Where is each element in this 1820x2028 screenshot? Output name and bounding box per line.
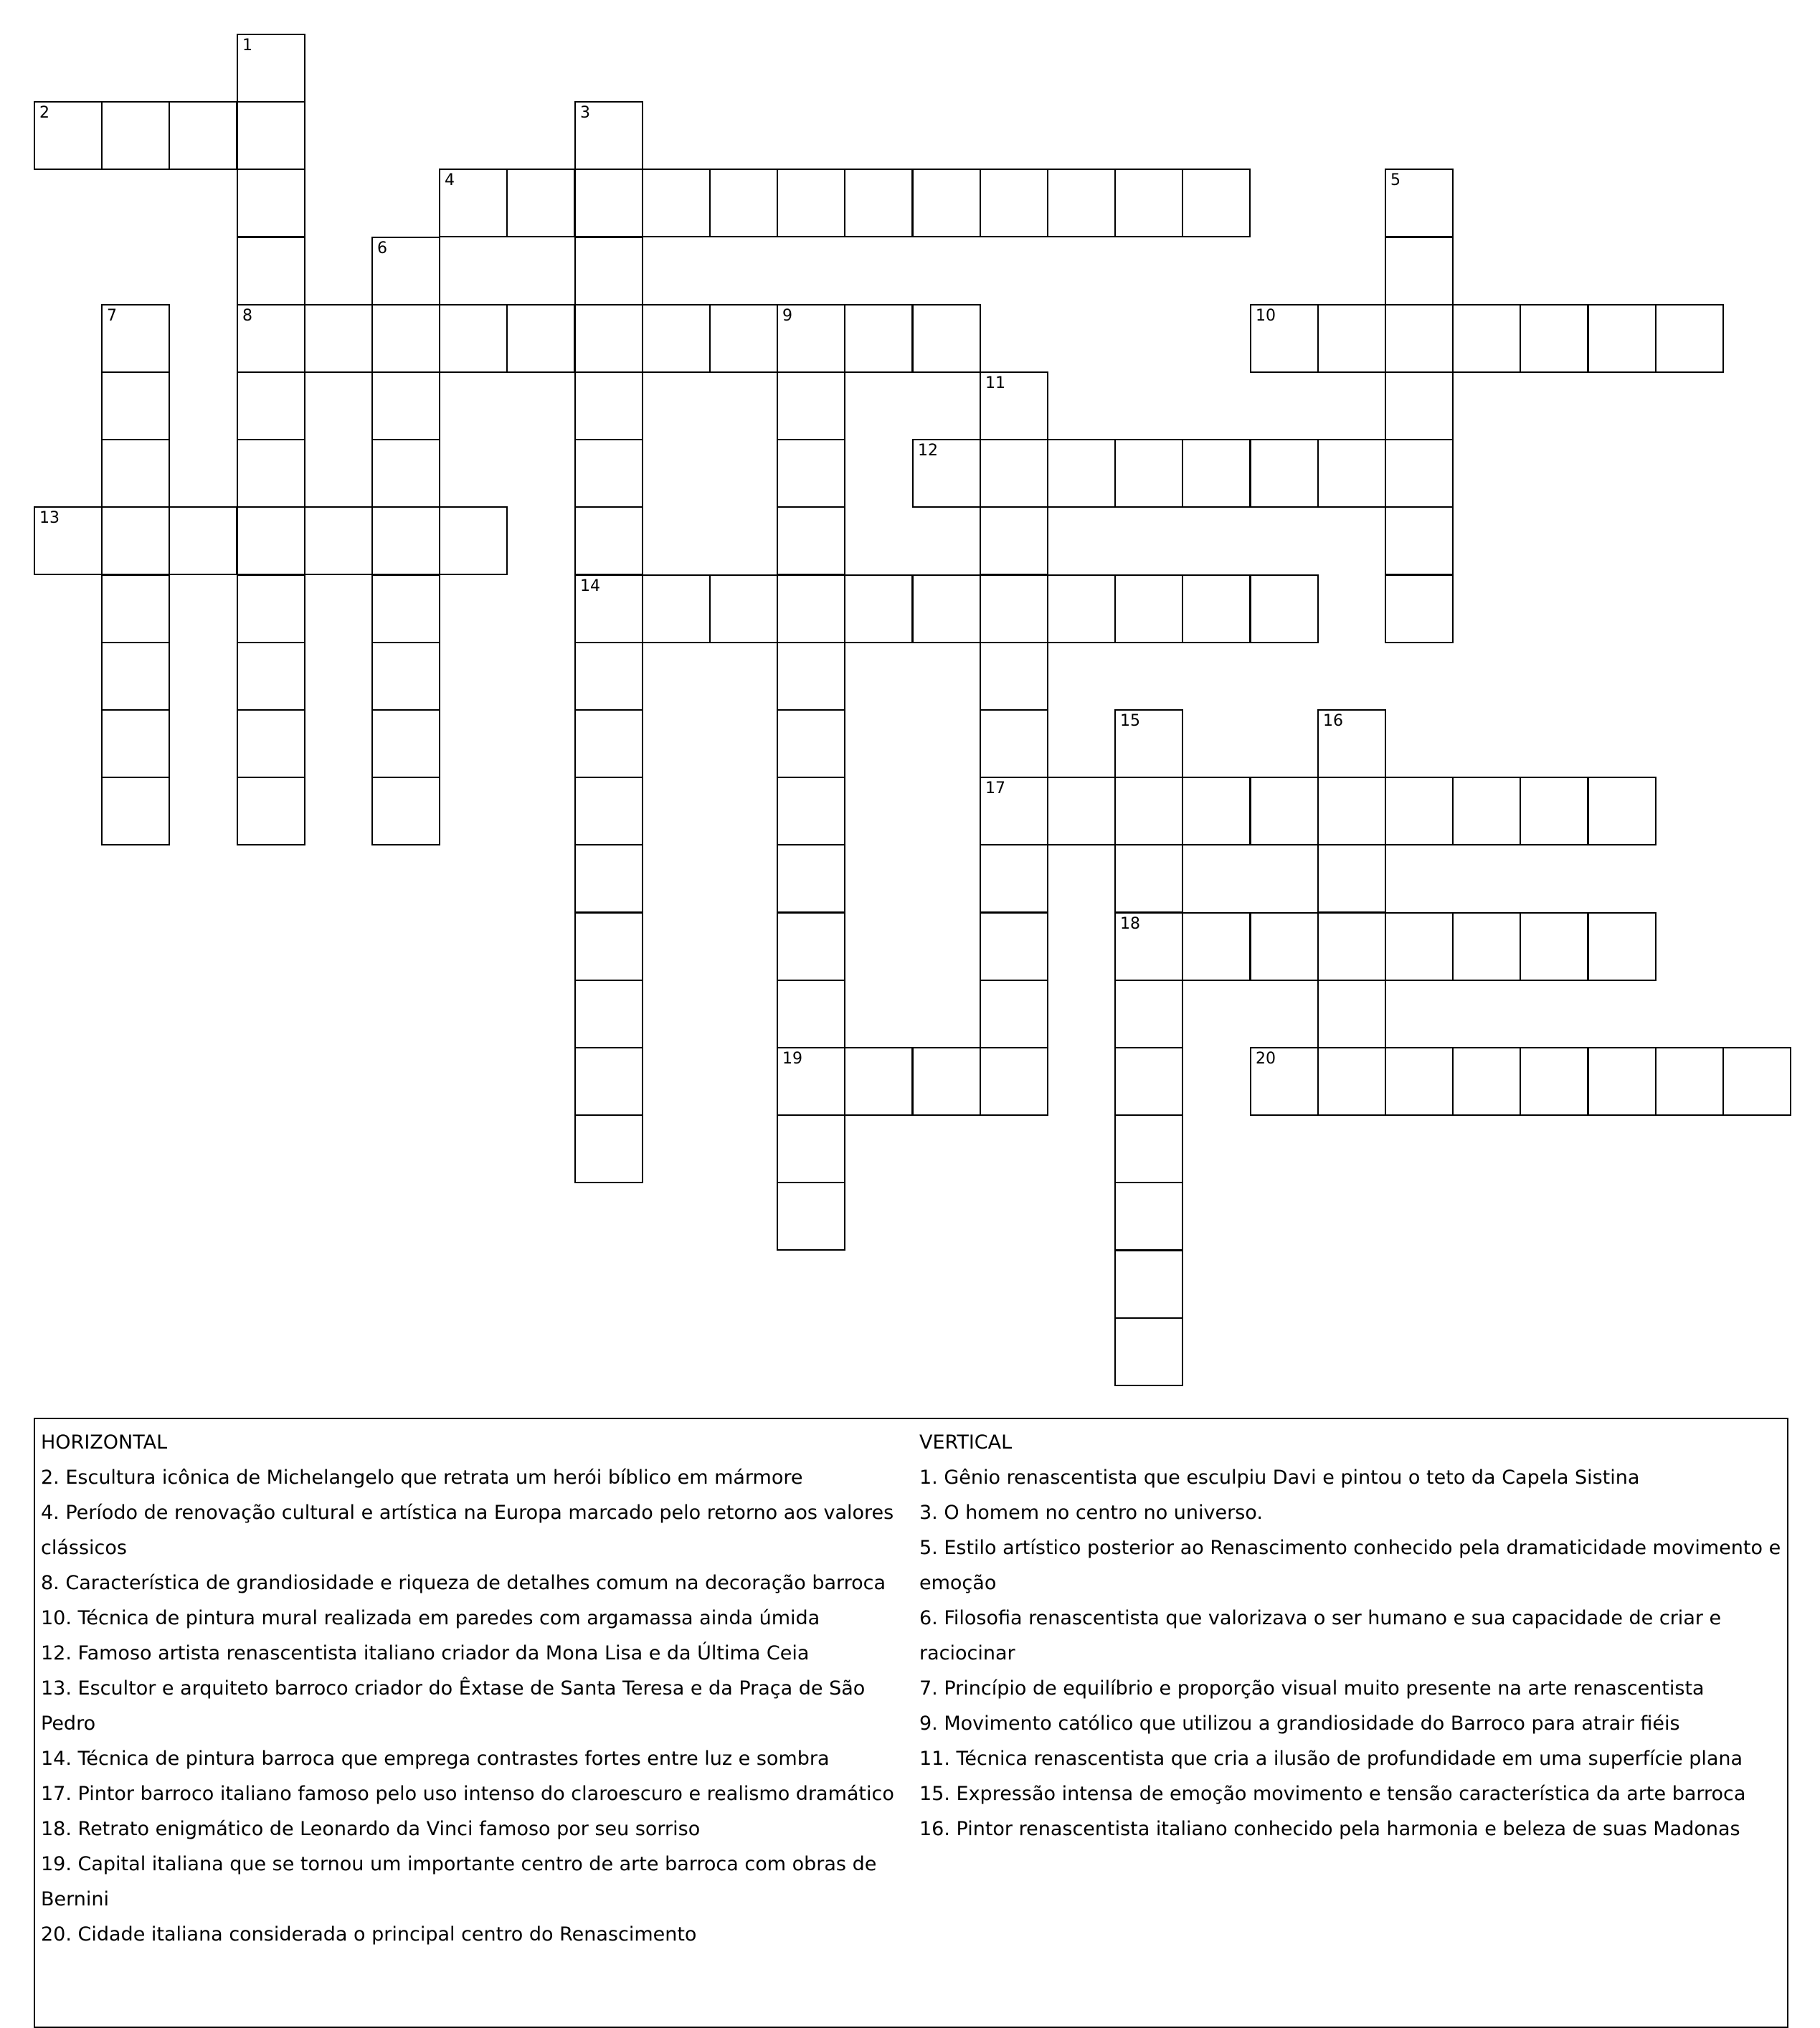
- grid-cell[interactable]: [574, 980, 643, 1048]
- clue-line: 14. Técnica de pintura barroca que emprega contrastes fortes entre luz e sombra: [41, 1748, 830, 1770]
- grid-cell[interactable]: [777, 980, 845, 1048]
- grid-cell[interactable]: [777, 844, 845, 913]
- grid-cell[interactable]: [1520, 912, 1588, 981]
- clue-number: 17: [985, 780, 1005, 797]
- clue-number: 12: [918, 442, 938, 460]
- grid-cell[interactable]: [980, 439, 1048, 508]
- grid-cell[interactable]: [1317, 709, 1386, 778]
- grid-cell[interactable]: [1520, 304, 1588, 373]
- grid-cell[interactable]: [642, 169, 711, 237]
- grid-cell[interactable]: [1250, 439, 1319, 508]
- grid-cell[interactable]: [1452, 1047, 1521, 1116]
- grid-cell[interactable]: [1114, 1182, 1183, 1251]
- grid-cell[interactable]: [1114, 980, 1183, 1048]
- clue-line: 8. Característica de grandiosidade e riqueza de detalhes comum na decoração barroca: [41, 1572, 886, 1594]
- grid-cell[interactable]: [777, 1182, 845, 1251]
- grid-cell[interactable]: [574, 169, 643, 237]
- grid-cell[interactable]: [777, 439, 845, 508]
- grid-cell[interactable]: [777, 777, 845, 845]
- grid-cell[interactable]: [777, 304, 845, 373]
- grid-cell[interactable]: [1520, 1047, 1588, 1116]
- grid-cell[interactable]: [1317, 912, 1386, 981]
- grid-cell[interactable]: [574, 439, 643, 508]
- grid-cell[interactable]: [1385, 506, 1454, 575]
- grid-cell[interactable]: [237, 371, 305, 440]
- grid-cell[interactable]: [1250, 912, 1319, 981]
- clue-number: 10: [1256, 307, 1276, 325]
- clue-line: 9. Movimento católico que utilizou a grandiosidade do Barroco para atrair fiéis: [919, 1712, 1680, 1735]
- clue-number: 19: [782, 1050, 802, 1068]
- grid-cell[interactable]: [574, 844, 643, 913]
- grid-cell[interactable]: [1182, 439, 1251, 508]
- grid-cell[interactable]: [1520, 777, 1588, 845]
- clue-number: 1: [242, 37, 252, 55]
- grid-cell[interactable]: [574, 101, 643, 170]
- grid-cell[interactable]: [1317, 1047, 1386, 1116]
- grid-cell[interactable]: [101, 506, 170, 575]
- clue-number: 20: [1256, 1050, 1276, 1068]
- grid-cell[interactable]: [574, 642, 643, 711]
- grid-cell[interactable]: [1114, 1114, 1183, 1183]
- grid-cell[interactable]: [1452, 912, 1521, 981]
- grid-cell[interactable]: [101, 777, 170, 845]
- grid-cell[interactable]: [371, 439, 440, 508]
- grid-cell[interactable]: [1114, 1250, 1183, 1319]
- grid-cell[interactable]: [1114, 169, 1183, 237]
- grid-cell[interactable]: [1385, 237, 1454, 305]
- grid-cell[interactable]: [371, 574, 440, 643]
- grid-cell[interactable]: [912, 1047, 981, 1116]
- clue-number: 15: [1120, 712, 1140, 730]
- grid-cell[interactable]: [980, 844, 1048, 913]
- grid-cell[interactable]: [1317, 777, 1386, 845]
- grid-cell[interactable]: [101, 642, 170, 711]
- grid-cell[interactable]: [101, 371, 170, 440]
- clue-line: 2. Escultura icônica de Michelangelo que retrata um herói bíblico em mármore: [41, 1466, 803, 1489]
- grid-cell[interactable]: [1385, 1047, 1454, 1116]
- grid-cell[interactable]: [574, 506, 643, 575]
- grid-cell[interactable]: [101, 101, 170, 170]
- grid-cell[interactable]: [574, 1047, 643, 1116]
- grid-cell[interactable]: [1182, 574, 1251, 643]
- grid-cell[interactable]: [1182, 912, 1251, 981]
- grid-cell[interactable]: [237, 642, 305, 711]
- clue-line: 15. Expressão intensa de emoção movimento e tensão característica da arte barroca: [919, 1783, 1746, 1805]
- grid-cell[interactable]: [777, 371, 845, 440]
- grid-cell[interactable]: [1047, 574, 1116, 643]
- grid-cell[interactable]: [980, 912, 1048, 981]
- grid-cell[interactable]: [709, 574, 778, 643]
- grid-cell[interactable]: [169, 101, 237, 170]
- grid-cell[interactable]: [777, 709, 845, 778]
- down-heading: VERTICAL: [919, 1431, 1013, 1454]
- grid-cell[interactable]: [101, 574, 170, 643]
- clue-number: 5: [1390, 171, 1400, 189]
- clue-line: 10. Técnica de pintura mural realizada em paredes com argamassa ainda úmida: [41, 1607, 820, 1629]
- grid-cell[interactable]: [1114, 574, 1183, 643]
- grid-cell[interactable]: [1655, 304, 1724, 373]
- grid-cell[interactable]: [574, 912, 643, 981]
- grid-cell[interactable]: [1114, 709, 1183, 778]
- grid-cell[interactable]: [304, 304, 373, 373]
- grid-cell[interactable]: [506, 304, 575, 373]
- grid-cell[interactable]: [237, 439, 305, 508]
- grid-cell[interactable]: [912, 574, 981, 643]
- grid-cell[interactable]: [1452, 304, 1521, 373]
- grid-cell[interactable]: [237, 101, 305, 170]
- clue-line: 4. Período de renovação cultural e artística na Europa marcado pelo retorno aos valores: [41, 1502, 894, 1524]
- clue-line: clássicos: [41, 1537, 127, 1559]
- grid-cell[interactable]: [844, 169, 913, 237]
- grid-cell[interactable]: [1250, 777, 1319, 845]
- grid-cell[interactable]: [237, 574, 305, 643]
- grid-cell[interactable]: [439, 506, 508, 575]
- clue-line: 19. Capital italiana que se tornou um importante centro de arte barroca com obras de: [41, 1853, 877, 1875]
- grid-cell[interactable]: [1047, 169, 1116, 237]
- grid-cell[interactable]: [1114, 844, 1183, 913]
- grid-cell[interactable]: [371, 777, 440, 845]
- grid-cell[interactable]: [642, 574, 711, 643]
- clue-line: 1. Gênio renascentista que esculpiu Davi e pintou o teto da Capela Sistina: [919, 1466, 1640, 1489]
- grid-cell[interactable]: [169, 506, 237, 575]
- grid-cell[interactable]: [1385, 439, 1454, 508]
- grid-cell[interactable]: [237, 777, 305, 845]
- grid-cell[interactable]: [1655, 1047, 1724, 1116]
- clue-number: 4: [445, 171, 455, 189]
- clue-number: 6: [377, 240, 387, 257]
- clue-number: 3: [580, 104, 590, 122]
- grid-cell[interactable]: [912, 439, 981, 508]
- grid-cell[interactable]: [1114, 1047, 1183, 1116]
- clue-line: raciocinar: [919, 1642, 1015, 1664]
- grid-cell[interactable]: [574, 709, 643, 778]
- grid-cell[interactable]: [980, 506, 1048, 575]
- grid-cell[interactable]: [1385, 169, 1454, 237]
- grid-cell[interactable]: [980, 777, 1048, 845]
- grid-cell[interactable]: [709, 169, 778, 237]
- grid-cell[interactable]: [1317, 439, 1386, 508]
- grid-cell[interactable]: [1385, 371, 1454, 440]
- clue-line: 12. Famoso artista renascentista italiano criador da Mona Lisa e da Última Ceia: [41, 1642, 810, 1664]
- grid-cell[interactable]: [777, 1114, 845, 1183]
- grid-cell[interactable]: [304, 506, 373, 575]
- clue-line: 13. Escultor e arquiteto barroco criador do Êxtase de Santa Teresa e da Praça de São: [41, 1677, 866, 1700]
- grid-cell[interactable]: [980, 574, 1048, 643]
- grid-cell[interactable]: [1250, 1047, 1319, 1116]
- grid-cell[interactable]: [642, 304, 711, 373]
- clue-number: 11: [985, 374, 1005, 392]
- grid-cell[interactable]: [777, 506, 845, 575]
- grid-cell[interactable]: [1588, 1047, 1657, 1116]
- clue-number: 2: [39, 104, 49, 122]
- grid-cell[interactable]: [101, 709, 170, 778]
- clues-panel: [34, 1418, 1788, 2028]
- grid-cell[interactable]: [574, 777, 643, 845]
- clue-line: 5. Estilo artístico posterior ao Renascimento conhecido pela dramaticidade movimento e: [919, 1537, 1781, 1559]
- grid-cell[interactable]: [1385, 777, 1454, 845]
- grid-cell[interactable]: [1588, 912, 1657, 981]
- grid-cell[interactable]: [980, 1047, 1048, 1116]
- grid-cell[interactable]: [777, 912, 845, 981]
- grid-cell[interactable]: [1317, 980, 1386, 1048]
- clue-line: 16. Pintor renascentista italiano conhecido pela harmonia e beleza de suas Madonas: [919, 1818, 1740, 1840]
- clue-number: 18: [1120, 915, 1140, 933]
- grid-cell[interactable]: [980, 709, 1048, 778]
- grid-cell[interactable]: [439, 304, 508, 373]
- grid-cell[interactable]: [1588, 777, 1657, 845]
- grid-cell[interactable]: [1047, 439, 1116, 508]
- grid-cell[interactable]: [237, 237, 305, 305]
- grid-cell[interactable]: [574, 304, 643, 373]
- grid-cell[interactable]: [371, 304, 440, 373]
- grid-cell[interactable]: [1182, 169, 1251, 237]
- grid-cell[interactable]: [237, 169, 305, 237]
- grid-cell[interactable]: [1250, 574, 1319, 643]
- grid-cell[interactable]: [371, 506, 440, 575]
- grid-cell[interactable]: [1317, 844, 1386, 913]
- grid-cell[interactable]: [371, 371, 440, 440]
- grid-cell[interactable]: [980, 169, 1048, 237]
- clue-line: 18. Retrato enigmático de Leonardo da Vinci famoso por seu sorriso: [41, 1818, 701, 1840]
- grid-cell[interactable]: [1588, 304, 1657, 373]
- grid-cell[interactable]: [1385, 304, 1454, 373]
- grid-cell[interactable]: [237, 709, 305, 778]
- clue-number: 14: [580, 577, 600, 595]
- grid-cell[interactable]: [777, 574, 845, 643]
- grid-cell[interactable]: [980, 371, 1048, 440]
- clue-line: 7. Princípio de equilíbrio e proporção visual muito presente na arte renascentista: [919, 1677, 1705, 1700]
- grid-cell[interactable]: [980, 980, 1048, 1048]
- grid-cell[interactable]: [506, 169, 575, 237]
- grid-cell[interactable]: [371, 709, 440, 778]
- grid-cell[interactable]: [371, 642, 440, 711]
- grid-cell[interactable]: [777, 169, 845, 237]
- grid-cell[interactable]: [371, 237, 440, 305]
- grid-cell[interactable]: [1114, 912, 1183, 981]
- grid-cell[interactable]: [237, 34, 305, 103]
- grid-cell[interactable]: [709, 304, 778, 373]
- grid-cell[interactable]: [34, 506, 103, 575]
- grid-cell[interactable]: [34, 101, 103, 170]
- grid-cell[interactable]: [844, 574, 913, 643]
- grid-cell[interactable]: [912, 169, 981, 237]
- clue-line: 3. O homem no centro no universo.: [919, 1502, 1263, 1524]
- clue-number: 8: [242, 307, 252, 325]
- grid-cell[interactable]: [439, 169, 508, 237]
- grid-cell[interactable]: [1722, 1047, 1791, 1116]
- grid-cell[interactable]: [1317, 304, 1386, 373]
- clue-line: 20. Cidade italiana considerada o principal centro do Renascimento: [41, 1923, 697, 1946]
- grid-cell[interactable]: [777, 1047, 845, 1116]
- grid-cell[interactable]: [844, 304, 913, 373]
- grid-cell[interactable]: [574, 371, 643, 440]
- clue-number: 9: [782, 307, 792, 325]
- clue-line: 11. Técnica renascentista que cria a ilusão de profundidade em uma superfície plana: [919, 1748, 1743, 1770]
- grid-cell[interactable]: [237, 304, 305, 373]
- across-clues: [41, 1425, 912, 1952]
- grid-cell[interactable]: [1114, 777, 1183, 845]
- grid-cell[interactable]: [1114, 439, 1183, 508]
- grid-cell[interactable]: [980, 642, 1048, 711]
- clue-line: emoção: [919, 1572, 997, 1594]
- across-heading: HORIZONTAL: [41, 1431, 168, 1454]
- grid-cell[interactable]: [1385, 912, 1454, 981]
- grid-cell[interactable]: [777, 642, 845, 711]
- grid-cell[interactable]: [574, 237, 643, 305]
- clue-line: Pedro: [41, 1712, 96, 1735]
- grid-cell[interactable]: [574, 574, 643, 643]
- grid-cell[interactable]: [1182, 777, 1251, 845]
- grid-cell[interactable]: [844, 1047, 913, 1116]
- grid-cell[interactable]: [912, 304, 981, 373]
- clue-number: 7: [107, 307, 117, 325]
- grid-cell[interactable]: [101, 304, 170, 373]
- grid-cell[interactable]: [1250, 304, 1319, 373]
- grid-cell[interactable]: [1047, 777, 1116, 845]
- grid-cell[interactable]: [574, 1114, 643, 1183]
- clue-number: 16: [1323, 712, 1343, 730]
- grid-cell[interactable]: [1452, 777, 1521, 845]
- grid-cell[interactable]: [1114, 1317, 1183, 1386]
- clue-number: 13: [39, 509, 60, 527]
- clue-line: 17. Pintor barroco italiano famoso pelo uso intenso do claroescuro e realismo dramático: [41, 1783, 894, 1805]
- down-clues: [919, 1425, 1783, 1847]
- grid-cell[interactable]: [1385, 574, 1454, 643]
- clue-line: Bernini: [41, 1888, 109, 1910]
- grid-cell[interactable]: [237, 506, 305, 575]
- grid-cell[interactable]: [101, 439, 170, 508]
- clue-line: 6. Filosofia renascentista que valorizava o ser humano e sua capacidade de criar e: [919, 1607, 1722, 1629]
